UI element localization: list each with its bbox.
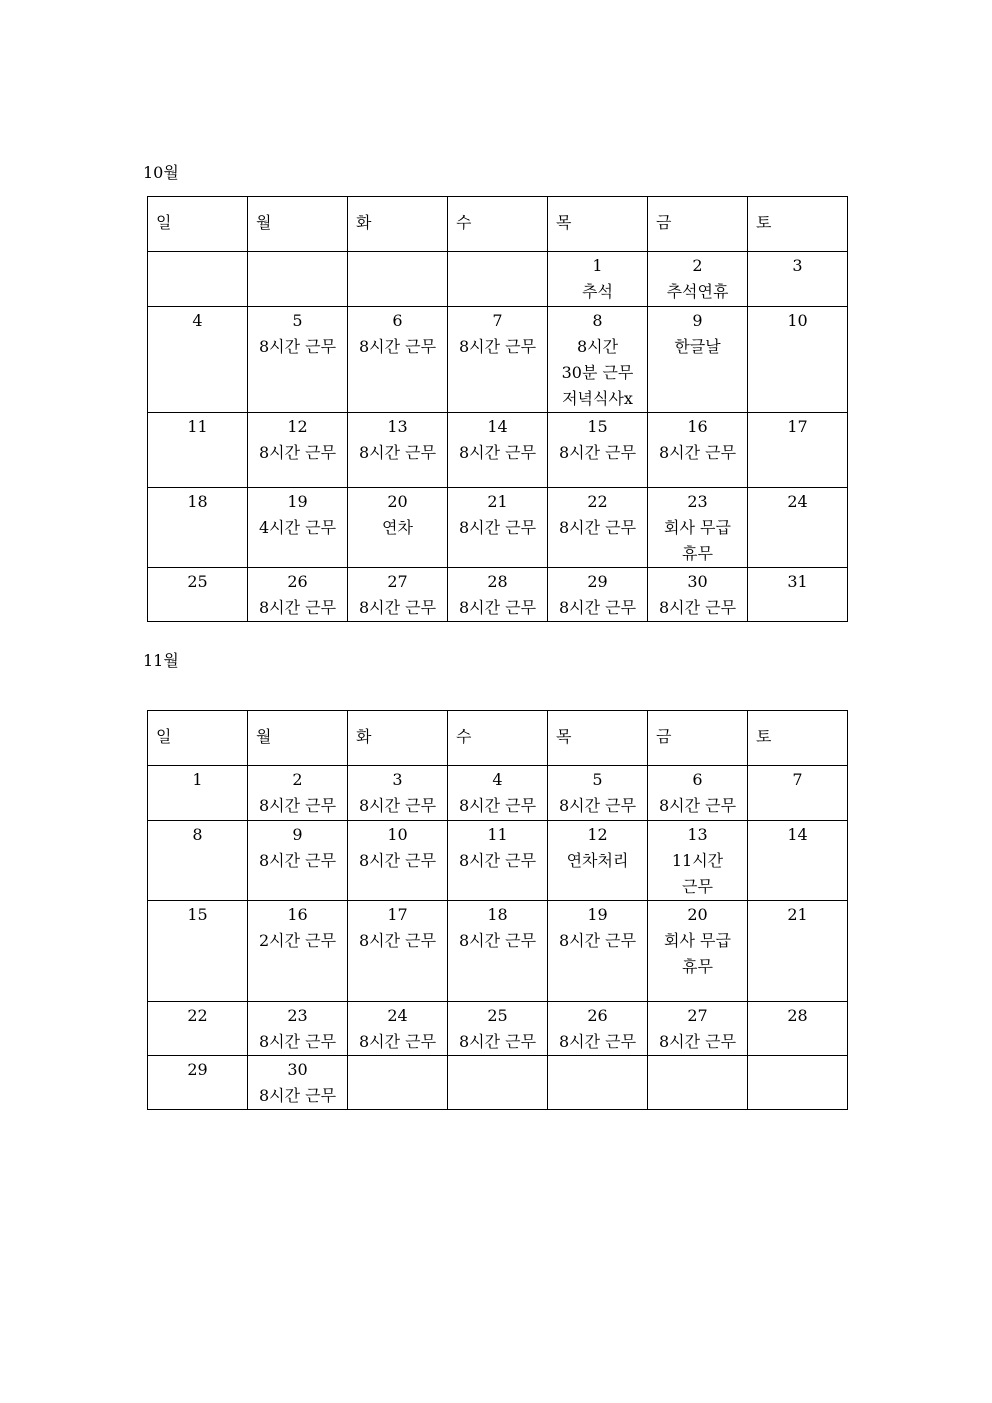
- day-cell: [148, 252, 248, 307]
- day-number: 6: [692, 770, 703, 789]
- day-cell-content: [248, 901, 347, 954]
- day-number: 26: [287, 572, 308, 591]
- day-number: [448, 1057, 547, 1083]
- day-cell: [148, 568, 248, 622]
- day-cell: [648, 307, 748, 413]
- day-cell: [548, 413, 648, 488]
- day-note: 한글날: [674, 337, 721, 356]
- week-row: [148, 901, 848, 1002]
- day-cell-content: [248, 252, 347, 279]
- day-cell-content: [648, 488, 747, 567]
- day-note: 8시간 근무: [458, 796, 537, 815]
- day-cell-content: [448, 1056, 547, 1083]
- day-number: 18: [187, 492, 208, 511]
- day-cell-content: [748, 488, 847, 515]
- day-number: 27: [687, 1006, 708, 1025]
- day-cell: [748, 1056, 848, 1110]
- day-cell: [248, 1002, 348, 1056]
- day-note: 연차: [382, 518, 413, 537]
- day-cell-content: [248, 307, 347, 360]
- day-cell-content: [148, 821, 247, 848]
- day-cell: [448, 1002, 548, 1056]
- week-row: [148, 568, 848, 622]
- day-number: [448, 253, 547, 279]
- day-cell: [148, 1002, 248, 1056]
- week-row: [148, 766, 848, 821]
- day-cell: [248, 1056, 348, 1110]
- weekday-header-row: [148, 197, 848, 252]
- day-cell-content: [348, 488, 447, 541]
- day-number: 15: [587, 417, 608, 436]
- day-cell: [548, 766, 648, 821]
- day-note: 8시간 근무: [558, 443, 637, 462]
- week-row: [148, 1056, 848, 1110]
- weekday-header-sat: 토: [748, 711, 848, 766]
- day-cell-content: [248, 1056, 347, 1109]
- day-cell: [548, 901, 648, 1002]
- day-cell: [248, 901, 348, 1002]
- day-note: 8시간 근무: [458, 443, 537, 462]
- day-number: 18: [487, 905, 508, 924]
- day-cell: [548, 1056, 648, 1110]
- day-cell: [648, 766, 748, 821]
- day-cell-content: [548, 413, 647, 466]
- day-number: 7: [792, 770, 803, 789]
- day-cell-content: [248, 568, 347, 621]
- day-number: 8: [592, 311, 603, 330]
- week-row: [148, 488, 848, 568]
- day-cell-content: [648, 1056, 747, 1083]
- day-cell: [748, 901, 848, 1002]
- day-cell-content: [148, 413, 247, 440]
- day-cell: [648, 488, 748, 568]
- day-note: 8시간 근무: [258, 1032, 337, 1051]
- day-number: 1: [592, 256, 603, 275]
- day-note: 8시간 근무: [358, 1032, 437, 1051]
- day-cell: [748, 252, 848, 307]
- day-number: 29: [187, 1060, 208, 1079]
- day-number: 15: [187, 905, 208, 924]
- day-cell: [548, 568, 648, 622]
- day-cell: [648, 901, 748, 1002]
- day-number: 2: [692, 256, 703, 275]
- calendar-body-november: [148, 766, 848, 1110]
- day-cell: [448, 568, 548, 622]
- day-note: 8시간 근무: [558, 518, 637, 537]
- day-number: 27: [387, 572, 408, 591]
- day-note: 8시간 근무: [658, 443, 737, 462]
- day-number: 20: [387, 492, 408, 511]
- day-note: 8시간 근무: [558, 598, 637, 617]
- day-cell: [148, 1056, 248, 1110]
- day-number: 24: [787, 492, 808, 511]
- weekday-header-tue: 화: [348, 197, 448, 252]
- day-cell: [348, 821, 448, 901]
- day-cell: [548, 307, 648, 413]
- day-number: 21: [487, 492, 508, 511]
- day-cell-content: [548, 821, 647, 874]
- day-cell-content: [248, 1002, 347, 1055]
- day-cell-content: [348, 307, 447, 360]
- day-cell-content: [148, 488, 247, 515]
- day-note: 8시간 근무: [358, 851, 437, 870]
- day-cell-content: [748, 413, 847, 440]
- day-cell: [148, 821, 248, 901]
- day-number: 10: [387, 825, 408, 844]
- day-cell-content: [748, 766, 847, 793]
- day-cell-content: [548, 901, 647, 954]
- day-cell-content: [548, 488, 647, 541]
- day-cell: [548, 488, 648, 568]
- day-cell-content: [348, 413, 447, 466]
- day-note: 8시간 근무: [658, 1032, 737, 1051]
- day-cell: [748, 766, 848, 821]
- day-number: 9: [692, 311, 703, 330]
- day-cell: [248, 568, 348, 622]
- day-note: 8시간 근무: [358, 796, 437, 815]
- day-number: 20: [687, 905, 708, 924]
- day-cell-content: [148, 307, 247, 334]
- day-number: 6: [392, 311, 403, 330]
- day-cell: [248, 413, 348, 488]
- day-cell-content: [648, 568, 747, 621]
- day-number: 13: [387, 417, 408, 436]
- day-cell: [448, 1056, 548, 1110]
- day-cell-content: [348, 766, 447, 819]
- day-cell-content: [548, 1002, 647, 1055]
- day-cell-content: [448, 1002, 547, 1055]
- day-number: 24: [387, 1006, 408, 1025]
- day-number: 19: [287, 492, 308, 511]
- day-cell-content: [448, 766, 547, 819]
- day-number: 23: [687, 492, 708, 511]
- day-cell: [348, 901, 448, 1002]
- day-cell: [448, 766, 548, 821]
- day-note: 8시간 근무: [258, 851, 337, 870]
- day-number: 26: [587, 1006, 608, 1025]
- day-cell-content: [448, 413, 547, 466]
- day-number: 25: [187, 572, 208, 591]
- day-note: 8시간 근무: [658, 598, 737, 617]
- day-cell-content: [548, 307, 647, 412]
- day-cell: [348, 1056, 448, 1110]
- day-cell-content: [348, 568, 447, 621]
- day-number: 14: [487, 417, 508, 436]
- weekday-header-sat: 토: [748, 197, 848, 252]
- day-cell: [148, 307, 248, 413]
- day-number: 22: [587, 492, 608, 511]
- day-cell-content: [748, 568, 847, 595]
- day-number: 10: [787, 311, 808, 330]
- day-cell: [748, 821, 848, 901]
- day-number: 4: [492, 770, 503, 789]
- weekday-header-wed: 수: [448, 197, 548, 252]
- day-note: 8시간 근무: [558, 931, 637, 950]
- day-cell-content: [448, 307, 547, 360]
- day-cell: [448, 901, 548, 1002]
- day-note: 8시간 근무: [358, 337, 437, 356]
- day-cell: [348, 766, 448, 821]
- day-note: 회사 무급 휴무: [664, 518, 731, 563]
- day-cell-content: [148, 766, 247, 793]
- day-number: 21: [787, 905, 808, 924]
- day-number: 4: [192, 311, 203, 330]
- day-number: [648, 1057, 747, 1083]
- day-number: 25: [487, 1006, 508, 1025]
- day-number: 16: [287, 905, 308, 924]
- day-cell: [648, 252, 748, 307]
- day-cell-content: [748, 1056, 847, 1083]
- day-note: 8시간 근무: [258, 796, 337, 815]
- day-cell-content: [348, 252, 447, 279]
- day-number: [348, 253, 447, 279]
- day-number: 9: [292, 825, 303, 844]
- day-cell: [548, 821, 648, 901]
- day-cell: [148, 488, 248, 568]
- day-note: 8시간 근무: [258, 1086, 337, 1105]
- day-cell-content: [748, 821, 847, 848]
- day-cell-content: [648, 413, 747, 466]
- day-cell-content: [148, 252, 247, 279]
- day-number: 3: [792, 256, 803, 275]
- day-cell: [148, 901, 248, 1002]
- day-cell-content: [348, 821, 447, 874]
- day-cell: [448, 252, 548, 307]
- day-cell-content: [648, 252, 747, 305]
- day-cell-content: [548, 568, 647, 621]
- day-cell: [448, 821, 548, 901]
- weekday-header-thu: 목: [548, 197, 648, 252]
- day-cell-content: [348, 1056, 447, 1083]
- day-number: 5: [592, 770, 603, 789]
- weekday-header-sun: 일: [148, 197, 248, 252]
- day-cell-content: [748, 252, 847, 279]
- day-number: [548, 1057, 647, 1083]
- weekday-header-mon: 월: [248, 711, 348, 766]
- day-cell: [448, 413, 548, 488]
- day-number: 17: [387, 905, 408, 924]
- day-note: 추석: [582, 282, 613, 301]
- day-note: 8시간 근무: [558, 796, 637, 815]
- day-cell-content: [548, 1056, 647, 1083]
- day-cell: [248, 821, 348, 901]
- day-note: 회사 무급 휴무: [664, 931, 731, 976]
- day-cell-content: [648, 821, 747, 900]
- day-number: 7: [492, 311, 503, 330]
- day-number: 31: [787, 572, 808, 591]
- day-cell: [548, 252, 648, 307]
- day-note: 8시간 근무: [458, 851, 537, 870]
- day-number: 28: [787, 1006, 808, 1025]
- day-note: 8시간 근무: [358, 443, 437, 462]
- day-number: 3: [392, 770, 403, 789]
- day-cell-content: [748, 901, 847, 928]
- day-number: 17: [787, 417, 808, 436]
- day-cell-content: [448, 568, 547, 621]
- day-note: 8시간 근무: [458, 598, 537, 617]
- day-cell: [748, 413, 848, 488]
- day-number: 2: [292, 770, 303, 789]
- day-note: 8시간 근무: [358, 598, 437, 617]
- day-cell-content: [648, 1002, 747, 1055]
- day-cell-content: [348, 1002, 447, 1055]
- day-note: 8시간 근무: [258, 598, 337, 617]
- day-number: 13: [687, 825, 708, 844]
- day-number: 11: [487, 825, 508, 844]
- day-cell-content: [248, 488, 347, 541]
- day-cell: [648, 413, 748, 488]
- day-cell: [148, 413, 248, 488]
- day-note: 8시간 근무: [458, 337, 537, 356]
- day-cell-content: [548, 766, 647, 819]
- week-row: [148, 1002, 848, 1056]
- day-number: 8: [192, 825, 203, 844]
- day-cell-content: [348, 901, 447, 954]
- day-note: 4시간 근무: [258, 518, 337, 537]
- day-cell: [348, 488, 448, 568]
- day-note: 8시간 근무: [458, 931, 537, 950]
- weekday-header-fri: 금: [648, 197, 748, 252]
- day-cell: [348, 252, 448, 307]
- day-note: 추석연휴: [666, 282, 729, 301]
- weekday-header-mon: 월: [248, 197, 348, 252]
- month-title-november: 11월: [143, 651, 179, 670]
- day-number: 30: [287, 1060, 308, 1079]
- day-note: 8시간 근무: [558, 1032, 637, 1051]
- day-number: 12: [287, 417, 308, 436]
- day-number: [748, 1057, 847, 1083]
- day-cell: [448, 307, 548, 413]
- day-cell: [648, 821, 748, 901]
- day-cell: [348, 568, 448, 622]
- day-cell: [248, 307, 348, 413]
- day-number: [248, 253, 347, 279]
- weekday-header-row: [148, 711, 848, 766]
- day-number: 28: [487, 572, 508, 591]
- day-note: 8시간 근무: [258, 337, 337, 356]
- day-note: 8시간 근무: [258, 443, 337, 462]
- day-note: 11시간 근무: [671, 851, 724, 896]
- weekday-header-fri: 금: [648, 711, 748, 766]
- day-number: 5: [292, 311, 303, 330]
- weekday-header-sun: 일: [148, 711, 248, 766]
- day-cell-content: [748, 307, 847, 334]
- day-number: 23: [287, 1006, 308, 1025]
- day-cell: [648, 568, 748, 622]
- day-cell-content: [148, 1056, 247, 1083]
- calendar-october: [147, 196, 848, 622]
- day-cell-content: [248, 821, 347, 874]
- day-cell: [348, 1002, 448, 1056]
- day-cell-content: [448, 252, 547, 279]
- day-number: 11: [187, 417, 208, 436]
- day-cell: [748, 488, 848, 568]
- day-note: 8시간 근무: [358, 931, 437, 950]
- day-note: 2시간 근무: [258, 931, 337, 950]
- day-note: 8시간 근무: [658, 796, 737, 815]
- weekday-header-tue: 화: [348, 711, 448, 766]
- day-cell: [548, 1002, 648, 1056]
- day-cell-content: [448, 821, 547, 874]
- calendar-body-october: [148, 252, 848, 622]
- calendar-november: [147, 710, 848, 1110]
- week-row: [148, 413, 848, 488]
- day-number: 19: [587, 905, 608, 924]
- day-cell: [348, 413, 448, 488]
- day-cell: [748, 1002, 848, 1056]
- day-note: 8시간 30분 근무 저녁식사x: [561, 337, 634, 408]
- day-cell-content: [648, 901, 747, 980]
- weekday-header-wed: 수: [448, 711, 548, 766]
- day-cell: [248, 488, 348, 568]
- week-row: [148, 252, 848, 307]
- day-cell-content: [548, 252, 647, 305]
- day-cell-content: [448, 488, 547, 541]
- day-cell-content: [148, 568, 247, 595]
- day-number: [348, 1057, 447, 1083]
- day-cell: [748, 307, 848, 413]
- week-row: [148, 307, 848, 413]
- day-note: 연차처리: [566, 851, 629, 870]
- day-cell: [148, 766, 248, 821]
- day-number: 14: [787, 825, 808, 844]
- day-cell-content: [248, 766, 347, 819]
- day-cell-content: [248, 413, 347, 466]
- day-cell-content: [448, 901, 547, 954]
- week-row: [148, 821, 848, 901]
- day-number: 29: [587, 572, 608, 591]
- day-number: 22: [187, 1006, 208, 1025]
- day-cell: [648, 1002, 748, 1056]
- day-cell: [248, 766, 348, 821]
- day-cell: [248, 252, 348, 307]
- month-title-october: 10월: [143, 163, 179, 182]
- day-cell: [448, 488, 548, 568]
- day-cell-content: [748, 1002, 847, 1029]
- weekday-header-thu: 목: [548, 711, 648, 766]
- day-note: 8시간 근무: [458, 518, 537, 537]
- day-note: 8시간 근무: [458, 1032, 537, 1051]
- day-number: 12: [587, 825, 608, 844]
- day-cell: [648, 1056, 748, 1110]
- day-cell: [348, 307, 448, 413]
- day-cell-content: [648, 766, 747, 819]
- day-number: [148, 253, 247, 279]
- day-cell-content: [148, 901, 247, 928]
- day-cell-content: [148, 1002, 247, 1029]
- day-cell-content: [648, 307, 747, 360]
- day-number: 16: [687, 417, 708, 436]
- day-number: 30: [687, 572, 708, 591]
- day-number: 1: [192, 770, 203, 789]
- day-cell: [748, 568, 848, 622]
